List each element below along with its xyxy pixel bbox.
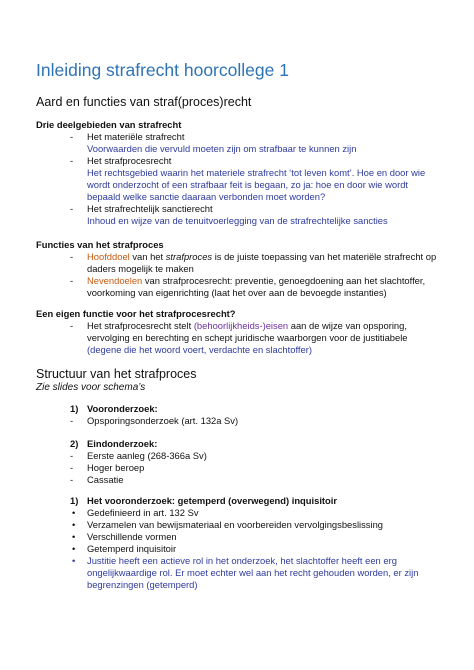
list2-label: Eindonderzoek: xyxy=(87,438,158,449)
item-sanctierecht: Het strafrechtelijk sanctierecht xyxy=(87,203,213,214)
list3-item-4: Getemperd inquisitoir xyxy=(87,543,177,554)
section-subtitle: Zie slides voor schema’s xyxy=(36,382,146,393)
dash-bullet: - xyxy=(70,415,74,426)
list2-item-2: Hoger beroep xyxy=(87,462,145,473)
subheading-eigen-functie: Een eigen functie voor het strafprocesrecht? xyxy=(36,308,236,319)
bullet-dot: • xyxy=(72,507,76,518)
highlight-nevendoelen: Nevendoelen xyxy=(87,275,143,286)
list3-item-1: Gedefinieerd in art. 132 Sv xyxy=(87,507,199,518)
item-materieel-desc: Voorwaarden die vervuld moeten zijn om strafbaar te kunnen zijn xyxy=(87,143,357,154)
eigen-functie-line2: vervolging en berechting en schept juridische waarborgen voor de justitiabele xyxy=(87,332,408,343)
list2-item-3: Cassatie xyxy=(87,474,124,485)
item-strafprocesrecht-desc-2: wordt onderzocht of een strafbaar feit is begaan, zo ja: hoe en door wie wordt xyxy=(87,179,409,190)
item-strafprocesrecht: Het strafprocesrecht xyxy=(87,155,172,166)
list3-blue-line-3: begrenzingen (getemperd) xyxy=(87,579,198,590)
dash-bullet: - xyxy=(70,462,74,473)
text: van het xyxy=(129,251,166,262)
page-title: Inleiding strafrecht hoorcollege 1 xyxy=(36,60,289,80)
item-hoofddoel xyxy=(87,251,436,263)
subheading-deelgebieden: Drie deelgebieden van strafrecht xyxy=(36,119,182,130)
list1-label: Vooronderzoek: xyxy=(87,403,158,414)
section-heading-aard: Aard en functies van straf(proces)recht xyxy=(36,95,252,109)
list3-label: Het vooronderzoek: getemperd (overwegend) inquisitoir xyxy=(87,495,338,506)
bullet-dot: • xyxy=(72,531,76,542)
text: van strafprocesrecht: preventie, genoegdoening aan het slachtoffer, xyxy=(142,275,426,286)
text: is de juiste toepassing van het materiële strafrecht op xyxy=(212,251,437,262)
item-materieel: Het materiële strafrecht xyxy=(87,131,185,142)
list3-blue-line-2: ongelijkwaardige rol. Er moet echter wel aan het recht gehouden worden, er zijn xyxy=(87,567,419,578)
highlight-hoofddoel: Hoofddoel xyxy=(87,251,130,262)
text: aan de wijze van opsporing, xyxy=(288,320,407,331)
subheading-functies: Functies van het strafproces xyxy=(36,239,164,250)
dash-bullet: - xyxy=(70,251,74,262)
dash-bullet: - xyxy=(70,155,74,166)
section-heading-structuur: Structuur van het strafproces xyxy=(36,367,197,381)
list-number: 2) xyxy=(70,438,79,449)
bullet-dot: • xyxy=(72,519,76,530)
dash-bullet: - xyxy=(70,474,74,485)
dash-bullet: - xyxy=(70,450,74,461)
list-number: 1) xyxy=(70,403,79,414)
dash-bullet: - xyxy=(70,131,74,142)
list2-item-1: Eerste aanleg (268-366a Sv) xyxy=(87,450,207,461)
dash-bullet: - xyxy=(70,320,74,331)
list3-item-2: Verzamelen van bewijsmateriaal en voorbereiden vervolgingsbeslissing xyxy=(87,519,383,530)
list1-item: Opsporingsonderzoek (art. 132a Sv) xyxy=(87,415,239,426)
item-strafprocesrecht-desc-3: bepaald welke sanctie daaraan verbonden moet worden? xyxy=(87,191,326,202)
item-nevendoelen-line2: voorkoming van eigenrichting (laat het over aan de bevoegde instanties) xyxy=(87,287,387,298)
list3-blue-line-1: Justitie heeft een actieve rol in het onderzoek, het slachtoffer heeft een erg xyxy=(87,555,397,566)
eigen-functie-line1 xyxy=(87,320,407,332)
eigen-functie-line3: (degene die het woord voert, verdachte en slachtoffer) xyxy=(87,344,312,355)
item-strafprocesrecht-desc-1: Het rechtsgebied waarin het materiele strafrecht ‘tot leven komt’. Hoe en door wie xyxy=(87,167,426,178)
dash-bullet: - xyxy=(70,275,74,286)
bullet-dot: • xyxy=(72,543,76,554)
item-hoofddoel-line2: daders mogelijk te maken xyxy=(87,263,194,274)
list3-item-3: Verschillende vormen xyxy=(87,531,177,542)
italic-strafproces: strafproces xyxy=(165,251,213,262)
dash-bullet: - xyxy=(70,203,74,214)
text: Het strafprocesrecht stelt xyxy=(87,320,194,331)
item-nevendoelen xyxy=(87,275,425,287)
item-sanctierecht-desc: Inhoud en wijze van de tenuitvoerlegging van de strafrechtelijke sancties xyxy=(87,215,388,226)
bullet-dot: • xyxy=(72,555,76,566)
list-number: 1) xyxy=(70,495,79,506)
highlight-eisen: (behoorlijkheids-)eisen xyxy=(193,320,289,331)
